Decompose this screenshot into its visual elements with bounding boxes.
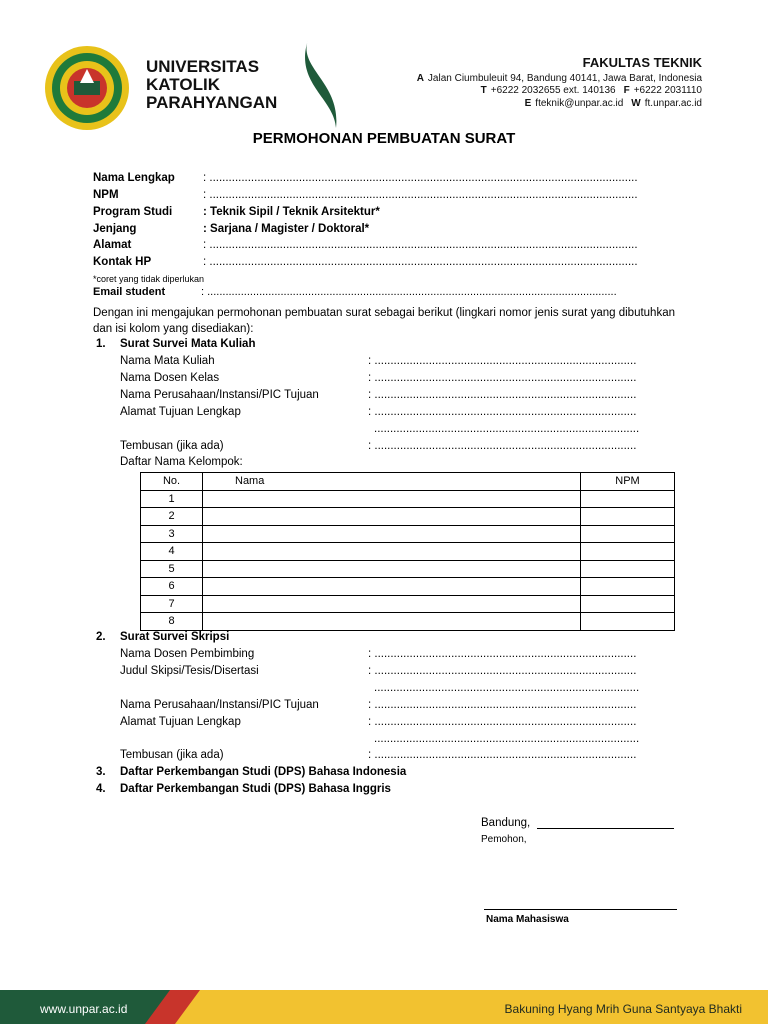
section-4-label: Daftar Perkembangan Studi (DPS) Bahasa Inggris [120, 783, 391, 795]
uni-line-2: KATOLIK [146, 75, 220, 94]
faculty-info [409, 57, 702, 110]
document-title: PERMOHONAN PEMBUATAN SURAT [252, 130, 516, 147]
section-3-title[interactable] [96, 766, 406, 778]
npm-cell[interactable] [581, 560, 675, 578]
signature-role: Pemohon, [481, 834, 527, 845]
header-no: No. [141, 473, 203, 491]
jenjang-label: Jenjang [93, 223, 137, 235]
faculty-name: FAKULTAS TEKNIK [582, 55, 702, 70]
npm-cell[interactable] [581, 525, 675, 543]
alamat-label: Alamat [93, 239, 132, 251]
s1-mk-blank[interactable]: : .................................................................................. [368, 355, 637, 367]
row-number: 2 [141, 508, 203, 526]
s1-perusahaan-blank[interactable]: : .................................................................................. [368, 389, 637, 401]
section-1-number: 1. [96, 338, 106, 350]
fax-key: F [623, 85, 630, 96]
signature-line[interactable] [484, 909, 677, 910]
university-name [146, 58, 277, 112]
field-hp [93, 256, 638, 268]
section-4-number: 4. [96, 783, 106, 795]
table-row [141, 560, 675, 578]
strike-note: *coret yang tidak diperlukan [93, 274, 205, 284]
s2-judul-blank-2[interactable]: ................................................................................... [374, 682, 640, 694]
nama-cell[interactable] [203, 595, 581, 613]
prodi-label: Program Studi [93, 206, 173, 218]
npm-cell[interactable] [581, 613, 675, 631]
alamat-blank[interactable]: : ...................................................................................................................................... [203, 239, 638, 251]
s2-alamat-blank-2[interactable]: ................................................................................... [374, 733, 640, 745]
university-logo [44, 45, 130, 131]
row-number: 6 [141, 578, 203, 596]
row-number: 3 [141, 525, 203, 543]
s2-judul-label: Judul Skipsi/Tesis/Disertasi [120, 665, 259, 677]
npm-cell[interactable] [581, 543, 675, 561]
npm-blank[interactable]: : ...................................................................................................................................... [203, 189, 638, 201]
nama-blank[interactable]: : ...................................................................................................................................... [203, 172, 638, 184]
jenjang-value: : Sarjana / Magister / Doktoral* [203, 223, 370, 235]
row-number: 7 [141, 595, 203, 613]
email-key: E [524, 97, 532, 109]
npm-cell[interactable] [581, 578, 675, 596]
faculty-email: fteknik@unpar.ac.id [535, 97, 624, 109]
section-2-label: Surat Survei Skripsi [120, 631, 230, 643]
nama-cell[interactable] [203, 560, 581, 578]
faculty-address: Jalan Ciumbuleuit 94, Bandung 40141, Jawa Barat, Indonesia [427, 72, 702, 84]
prodi-value: : Teknik Sipil / Teknik Arsitektur* [203, 206, 380, 218]
field-prodi [93, 206, 380, 218]
field-alamat [93, 239, 638, 251]
header-npm: NPM [581, 473, 675, 491]
s2-dosen-label: Nama Dosen Pembimbing [120, 648, 255, 660]
section-2-number: 2. [96, 631, 106, 643]
nama-cell[interactable] [203, 613, 581, 631]
s2-alamat-blank[interactable]: : .................................................................................. [368, 716, 637, 728]
table-row [141, 543, 675, 561]
nama-cell[interactable] [203, 578, 581, 596]
table-row [141, 508, 675, 526]
s2-alamat-label: Alamat Tujuan Lengkap [120, 716, 241, 728]
faculty-fax: +6222 2031110 [633, 85, 702, 96]
npm-label: NPM [93, 189, 119, 201]
table-row [141, 613, 675, 631]
signature-name: Nama Mahasiswa [486, 914, 569, 925]
section-2-title[interactable] [96, 631, 229, 643]
section-1-label: Surat Survei Mata Kuliah [120, 338, 256, 350]
field-jenjang [93, 223, 369, 235]
nama-cell[interactable] [203, 525, 581, 543]
table-row [141, 578, 675, 596]
npm-cell[interactable] [581, 490, 675, 508]
table-row [141, 595, 675, 613]
nama-cell[interactable] [203, 490, 581, 508]
s2-dosen-blank[interactable]: : .................................................................................. [368, 648, 637, 660]
row-number: 8 [141, 613, 203, 631]
s2-perusahaan-label: Nama Perusahaan/Instansi/PIC Tujuan [120, 699, 319, 711]
faculty-web: ft.unpar.ac.id [644, 97, 702, 109]
uni-line-1: UNIVERSITAS [146, 57, 260, 76]
footer-motto: Bakuning Hyang Mrih Guna Santyaya Bhakti [504, 1002, 742, 1016]
nama-label: Nama Lengkap [93, 172, 175, 184]
hp-blank[interactable]: : ...................................................................................................................................... [203, 256, 638, 268]
date-line[interactable] [537, 828, 674, 829]
footer-url[interactable]: www.unpar.ac.id [40, 1002, 128, 1016]
header-nama: Nama [203, 473, 581, 491]
s2-perusahaan-blank[interactable]: : .................................................................................. [368, 699, 637, 711]
table-header-row [141, 473, 675, 491]
section-1-title[interactable] [96, 338, 255, 350]
web-key: W [631, 97, 641, 109]
hp-label: Kontak HP [93, 256, 152, 268]
swoosh-logo-mark [296, 38, 346, 130]
uni-line-3: PARAHYANGAN [146, 93, 278, 112]
s1-mk-label: Nama Mata Kuliah [120, 355, 215, 367]
field-npm [93, 189, 638, 201]
s1-perusahaan-label: Nama Perusahaan/Instansi/PIC Tujuan [120, 389, 319, 401]
npm-cell[interactable] [581, 508, 675, 526]
section-4-title[interactable] [96, 783, 391, 795]
row-number: 5 [141, 560, 203, 578]
row-number: 4 [141, 543, 203, 561]
nama-cell[interactable] [203, 508, 581, 526]
email-label: Email student [93, 286, 166, 298]
section-3-number: 3. [96, 766, 106, 778]
s2-tembusan-label: Tembusan (jika ada) [120, 749, 224, 761]
row-number: 1 [141, 490, 203, 508]
email-blank[interactable]: : ...................................................................................................................................... [201, 286, 617, 298]
faculty-phone: +6222 2032655 ext. 140136 [490, 85, 616, 96]
s1-dosen-label: Nama Dosen Kelas [120, 372, 220, 384]
s1-alamat-blank-2[interactable]: ................................................................................... [374, 423, 640, 435]
address-key: A [416, 72, 424, 84]
s1-tembusan-label: Tembusan (jika ada) [120, 440, 224, 452]
phone-key: T [480, 85, 487, 96]
s1-alamat-blank[interactable]: : .................................................................................. [368, 406, 637, 418]
s1-dosen-blank[interactable]: : .................................................................................. [368, 372, 637, 384]
table-row [141, 490, 675, 508]
table-row [141, 525, 675, 543]
npm-cell[interactable] [581, 595, 675, 613]
nama-cell[interactable] [203, 543, 581, 561]
field-email [93, 286, 617, 298]
field-nama [93, 172, 638, 184]
signature-place: Bandung, [481, 817, 531, 829]
s1-alamat-label: Alamat Tujuan Lengkap [120, 406, 241, 418]
group-table [140, 472, 675, 631]
section-3-label: Daftar Perkembangan Studi (DPS) Bahasa Indonesia [120, 766, 407, 778]
s1-tembusan-blank[interactable]: : .................................................................................. [368, 440, 637, 452]
intro-paragraph: Dengan ini mengajukan permohonan pembuatan surat sebagai berikut (lingkari nomor jenis surat yang dibutuhkan dan isi kolom yang disediakan): [93, 307, 675, 335]
s1-kelompok-label: Daftar Nama Kelompok: [120, 456, 243, 468]
s2-tembusan-blank[interactable]: : .................................................................................. [368, 749, 637, 761]
s2-judul-blank[interactable]: : .................................................................................. [368, 665, 637, 677]
